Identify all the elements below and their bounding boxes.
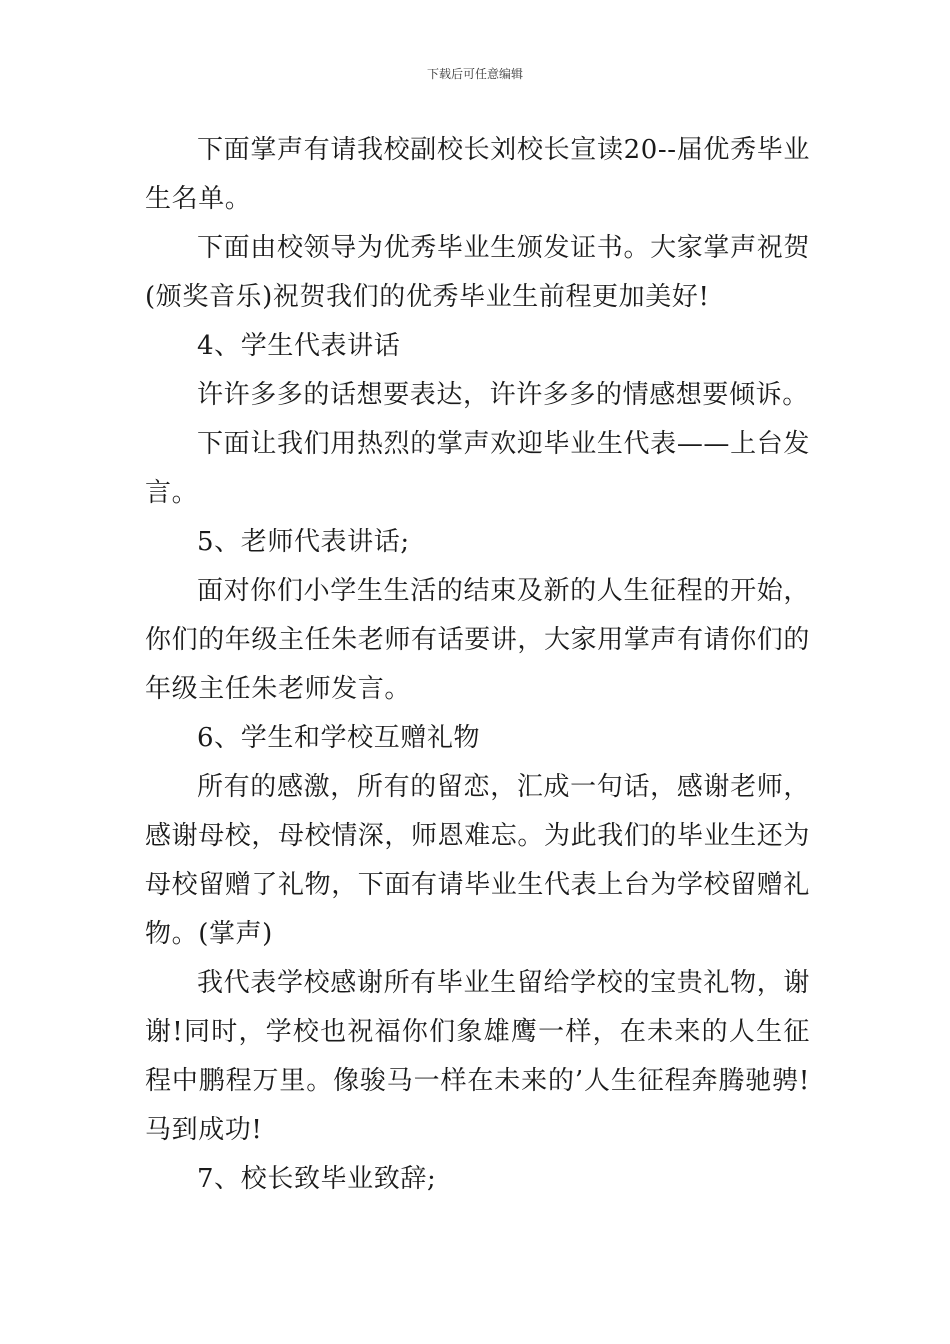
paragraph-school-thanks: 我代表学校感谢所有毕业生留给学校的宝贵礼物，谢谢!同时，学校也祝福你们象雄鹰一样，在未来的人生征程中鹏程万里。像骏马一样在未来的’人生征程奔腾驰骋!马到成功! — [145, 968, 810, 1145]
paragraph-teacher-invite: 面对你们小学生生活的结束及新的人生征程的开始，你们的年级主任朱老师有话要讲，大家用掌声有请你们的年级主任朱老师发言。 — [145, 576, 811, 704]
section-heading-gift-exchange: 6、学生和学校互赠礼物 — [197, 723, 481, 753]
section-heading-principal-speech: 7、校长致毕业致辞; — [197, 1164, 437, 1194]
paragraph-honor-list-reading: 下面掌声有请我校副校长刘校长宣读20--届优秀毕业生名单。 — [145, 135, 810, 214]
page-header: 下载后可任意编辑 — [426, 67, 523, 81]
paragraph-student-feelings: 许许多多的话想要表达，许许多多的情感想要倾诉。 — [197, 380, 809, 410]
section-heading-student-speech: 4、学生代表讲话 — [197, 331, 401, 361]
paragraph-gift-from-graduates: 所有的感激，所有的留恋，汇成一句话，感谢老师，感谢母校，母校情深，师恩难忘。为此我们的毕业生还为母校留赠了礼物，下面有请毕业生代表上台为学校留赠礼物。(掌声) — [145, 772, 811, 949]
paragraph-certificate-award: 下面由校领导为优秀毕业生颁发证书。大家掌声祝贺(颁奖音乐)祝贺我们的优秀毕业生前程更加美好! — [145, 233, 810, 312]
document-body — [145, 126, 810, 1204]
section-heading-teacher-speech: 5、老师代表讲话; — [197, 527, 410, 557]
paragraph-student-rep-invite: 下面让我们用热烈的掌声欢迎毕业生代表——上台发言。 — [145, 429, 810, 508]
